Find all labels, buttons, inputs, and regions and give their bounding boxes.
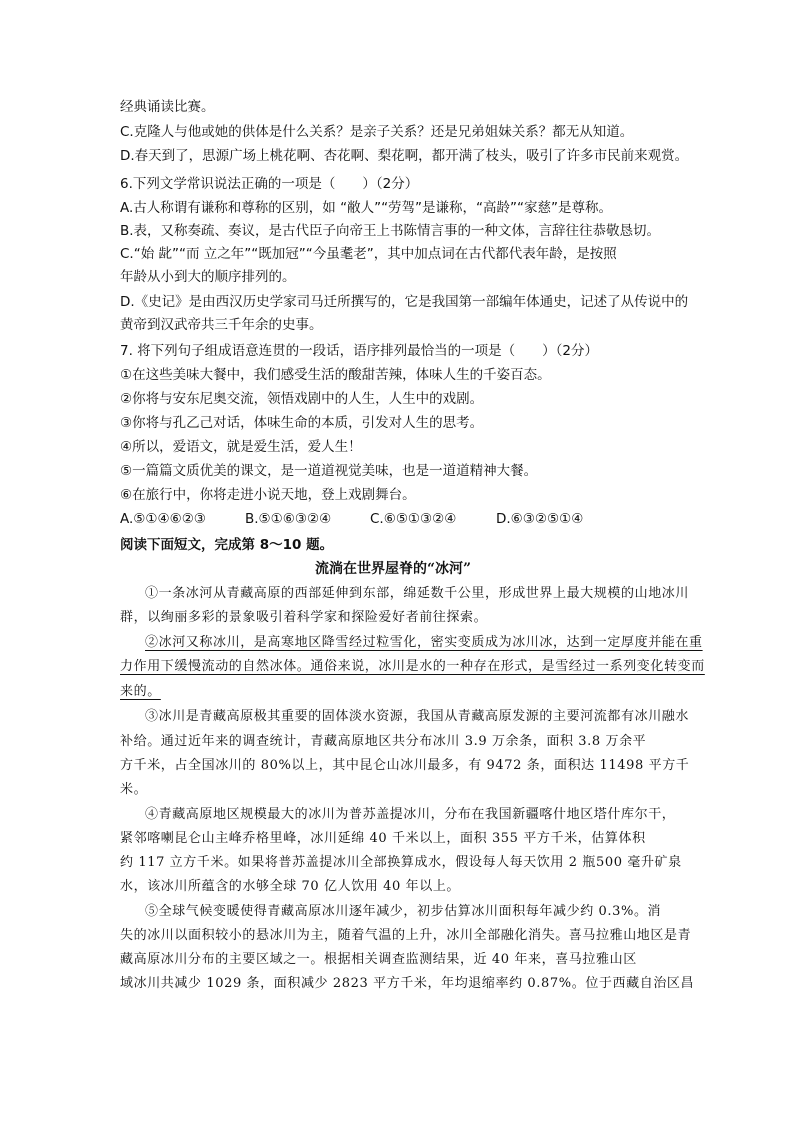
paragraph-3-line-2: 补给。通过近年来的调查统计，青藏高原地区共分布冰川 3.9 万余条，面积 3.8 万余平 (120, 734, 647, 749)
paragraph-2-line-1: ②冰河又称冰川，是高寒地区降雪经过粒雪化，密实变质成为冰川冰，达到一定厚度并能在重 (145, 635, 703, 650)
text-line: 经典诵读比赛。 (120, 99, 215, 115)
paragraph-4-line-4: 水，该冰川所蕴含的水够全球 70 亿人饮用 40 年以上。 (120, 879, 461, 894)
question-7-option-a: A.⑤①④⑥②③ (120, 511, 206, 527)
paragraph-3-line-4: 米。 (120, 782, 148, 797)
paragraph-3-line-1: ③冰川是青藏高原极其重要的固体淡水资源，我国从青藏高原发源的主要河流都有冰川融水 (145, 709, 690, 724)
paragraph-2-line-2: 力作用下缓慢流动的自然冰体。通俗来说，冰川是水的一种存在形式，是雪经过一系列变化转变而 (120, 659, 705, 674)
paragraph-4-line-1: ④青藏高原地区规模最大的冰川为普苏盖提冰川，分布在我国新疆喀什地区塔什库尔干， (145, 807, 676, 822)
paragraph-1-line-1: ①一条冰河从青藏高原的西部延伸到东部，绵延数千公里，形成世界上最大规模的山地冰川 (145, 586, 690, 601)
paragraph-3-line-3: 方千米，占全国冰川的 80%以上，其中昆仑山冰川最多，有 9472 条，面积达 11498 平方千 (120, 758, 690, 773)
reading-instruction: 阅读下面短文，完成第 8～10 题。 (120, 537, 334, 553)
question-7-option-b: B.⑤①⑥③②④ (245, 511, 332, 527)
question-6-stem: 6.下列文学常识说法正确的一项是（ ）（2分） (120, 176, 419, 192)
question-7-option-c: C.⑥⑤①③②④ (370, 511, 457, 527)
paragraph-1-line-2: 群，以绚丽多彩的景象吸引着科学家和探险爱好者前往探索。 (120, 610, 488, 625)
sentence-6: ⑥在旅行中，你将走进小说天地，登上戏剧舞台。 (120, 487, 416, 503)
question-7-stem: 7. 将下列句子组成语意连贯的一段话，语序排列最恰当的一项是（ ）（2分） (120, 343, 599, 359)
question-6-option-d-cont: 黄帝到汉武帝共三千年余的史事。 (120, 317, 323, 333)
question-6-option-c-cont: 年龄从小到大的顺序排列的。 (120, 269, 296, 285)
option-c-line: C.克隆人与他或她的供体是什么关系？是亲子关系？还是兄弟姐妹关系？都无从知道。 (120, 124, 634, 140)
paragraph-5-line-4: 域冰川共减少 1029 条，面积减少 2823 平方千米，年均退缩率约 0.87%。位于西藏自治区昌 (120, 976, 695, 991)
question-6-option-c: C.“始 龀”“而 立之年”“既加冠”“今虽耄老”，其中加点词在古代都代表年龄，是按照 (120, 246, 617, 262)
question-6-option-a: A.古人称谓有谦称和尊称的区别，如 “敝人”“劳驾”是谦称，“高龄”“家慈”是尊称。 (120, 200, 613, 216)
sentence-4: ④所以，爱语文，就是爱生活，爱人生！ (120, 439, 362, 455)
paragraph-5-line-2: 失的冰川以面积较小的悬冰川为主，随着气温的上升，冰川全部融化消失。喜马拉雅山地区是青 (120, 928, 692, 943)
sentence-2: ②你将与安东尼奥交流，领悟戏剧中的人生，人生中的戏剧。 (120, 391, 484, 407)
paragraph-5-line-1: ⑤全球气候变暖使得青藏高原冰川逐年减少，初步估算冰川面积每年减少约 0.3%。消 (145, 904, 662, 919)
paragraph-4-line-3: 约 117 立方千米。如果将普苏盖提冰川全部换算成水，假设每人每天饮用 2 瓶500 毫升矿泉 (120, 855, 682, 870)
paragraph-4-line-2: 紧邻喀喇昆仑山主峰乔格里峰，冰川延绵 40 千米以上，面积 355 平方千米，估算体积 (120, 831, 646, 846)
paragraph-2-line-3: 来的。 (120, 684, 161, 699)
passage-title: 流淌在世界屋脊的“冰河” (315, 561, 472, 577)
sentence-1: ①在这些美味大餐中，我们感受生活的酸甜苦辣，体味人生的千姿百态。 (120, 367, 551, 383)
question-7-option-d: D.⑥③②⑤①④ (496, 511, 584, 527)
question-6-option-d: D.《史记》是由西汉历史学家司马迁所撰写的，它是我国第一部编年体通史，记述了从传说中的 (120, 294, 689, 310)
sentence-3: ③你将与孔乙己对话，体味生命的本质，引发对人生的思考。 (120, 415, 484, 431)
option-d-line: D.春天到了，思源广场上桃花啊、杏花啊、梨花啊，都开满了枝头，吸引了许多市民前来观赏。 (120, 148, 689, 164)
paragraph-5-line-3: 藏高原冰川分布的主要区域之一。根据相关调查监测结果，近 40 年来，喜马拉雅山区 (120, 952, 637, 967)
question-6-option-b: B.表，又称奏疏、奏议，是古代臣子向帝王上书陈情言事的一种文体，言辞往往恭敬恳切。 (120, 223, 661, 239)
sentence-5: ⑤一篇篇文质优美的课文，是一道道视觉美味，也是一道道精神大餐。 (120, 463, 538, 479)
